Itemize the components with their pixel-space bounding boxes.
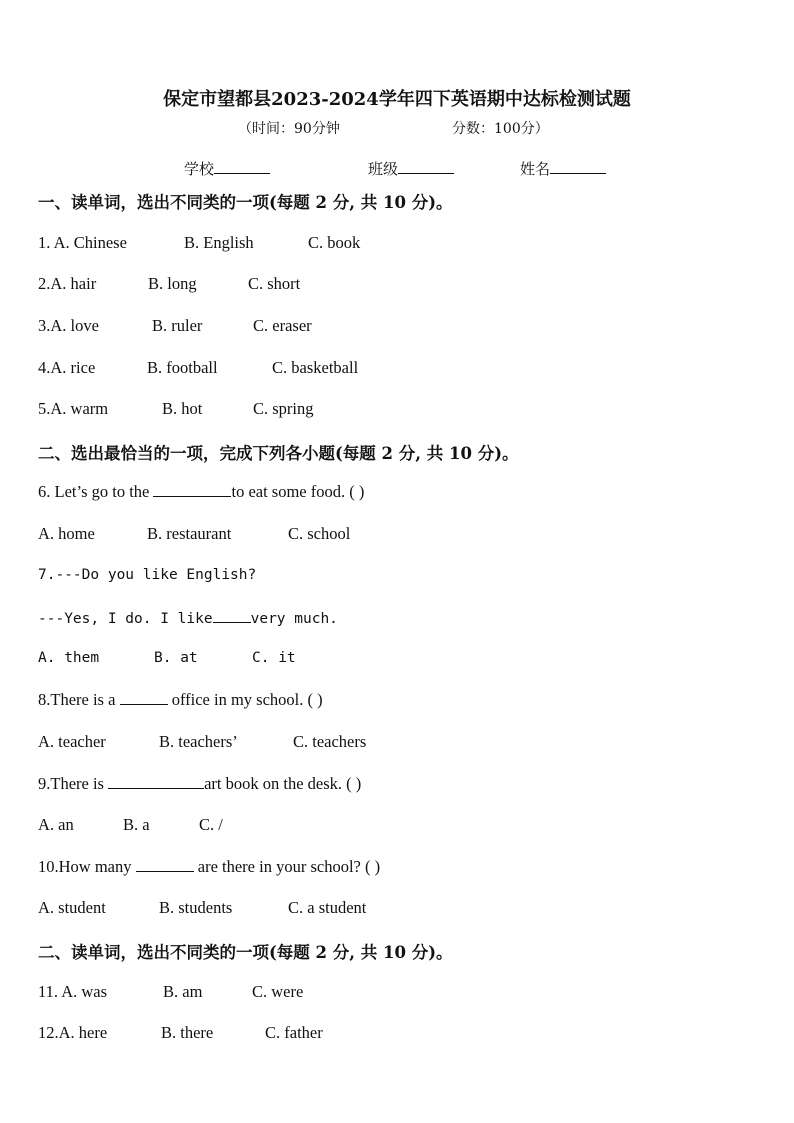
q7-stem-end: very much.: [250, 611, 338, 627]
name-label: 姓名: [520, 160, 551, 178]
question-10: [38, 857, 380, 877]
q6-option-b: B. restaurant: [147, 524, 232, 543]
q4-option-b: B. football: [147, 358, 218, 377]
q8-option-c: C. teachers: [293, 732, 367, 751]
exam-time: （时间：90分钟: [238, 121, 340, 137]
exam-title: 保定市望都县2023-2024学年四下英语期中达标检测试题: [163, 89, 631, 110]
q9-stem-start: 9.There is: [38, 774, 109, 793]
exam-score: 分数：100分）: [452, 121, 549, 137]
q6-option-c: C. school: [288, 524, 351, 543]
q11-option-c: C. were: [252, 982, 304, 1001]
q4-option-c: C. basketball: [272, 358, 359, 377]
name-blank: [550, 159, 606, 174]
q10-stem-start: 10.How many: [38, 857, 136, 876]
q5-option-c: C. spring: [253, 399, 314, 418]
name-field: [520, 158, 606, 179]
q8-option-a: A. teacher: [38, 732, 106, 751]
question-1: [38, 233, 127, 253]
section-2-heading: 二、选出最恰当的一项，完成下列各小题(每题 2 分, 共 10 分)。: [38, 444, 519, 463]
q6-stem-end: to eat some food. ( ): [231, 482, 365, 501]
q7-stem-start: ---Yes, I do. I like: [38, 611, 213, 627]
question-8: [38, 690, 323, 710]
q10-option-a: A. student: [38, 898, 106, 917]
q7-option-c: C. it: [252, 650, 296, 666]
school-field: [184, 158, 270, 179]
q8-option-b: B. teachers’: [159, 732, 238, 751]
q10-blank: [136, 857, 194, 872]
q9-stem-end: art book on the desk. ( ): [204, 774, 362, 793]
q7-stem-line-1: 7.---Do you like English?: [38, 567, 257, 583]
class-label: 班级: [368, 160, 399, 178]
q10-stem-end: are there in your school? ( ): [193, 857, 381, 876]
q3-option-b: B. ruler: [152, 316, 203, 335]
class-field: [368, 158, 454, 179]
q2-option-b: B. long: [148, 274, 197, 293]
q1-option-a: 1. A. Chinese: [38, 233, 127, 252]
section-1-heading: 一、读单词，选出不同类的一项(每题 2 分, 共 10 分)。: [38, 193, 453, 212]
q5-option-a: 5.A. warm: [38, 399, 109, 418]
q7-option-b: B. at: [154, 650, 198, 666]
q9-option-a: A. an: [38, 815, 74, 834]
q1-option-b: B. English: [184, 233, 254, 252]
q1-option-c: C. book: [308, 233, 361, 252]
q3-option-c: C. eraser: [253, 316, 312, 335]
q7-stem-line-2: [38, 608, 338, 627]
q12-option-a: 12.A. here: [38, 1023, 108, 1042]
q11-option-b: B. am: [163, 982, 203, 1001]
q6-blank: [153, 482, 231, 497]
q11-option-a: 11. A. was: [38, 982, 108, 1001]
q12-option-c: C. father: [265, 1023, 323, 1042]
q2-option-c: C. short: [248, 274, 301, 293]
school-blank: [214, 159, 270, 174]
q7-blank: [213, 608, 251, 623]
q4-option-a: 4.A. rice: [38, 358, 96, 377]
q12-option-b: B. there: [161, 1023, 214, 1042]
question-9: [38, 774, 361, 794]
q8-blank: [120, 690, 168, 705]
q3-option-a: 3.A. love: [38, 316, 99, 335]
q6-stem-start: 6. Let’s go to the: [38, 482, 154, 501]
q6-option-a: A. home: [38, 524, 95, 543]
q8-stem-end: office in my school. ( ): [167, 690, 323, 709]
q10-option-b: B. students: [159, 898, 233, 917]
q9-option-b: B. a: [123, 815, 150, 834]
q7-option-a: A. them: [38, 650, 100, 666]
q5-option-b: B. hot: [162, 399, 203, 418]
q9-option-c: C. /: [199, 815, 223, 834]
school-label: 学校: [184, 160, 215, 178]
q2-option-a: 2.A. hair: [38, 274, 97, 293]
q10-option-c: C. a student: [288, 898, 367, 917]
q9-blank: [108, 774, 204, 789]
q8-stem-start: 8.There is a: [38, 690, 120, 709]
class-blank: [398, 159, 454, 174]
section-3-heading: 二、读单词，选出不同类的一项(每题 2 分, 共 10 分)。: [38, 943, 453, 962]
question-6: [38, 482, 364, 502]
